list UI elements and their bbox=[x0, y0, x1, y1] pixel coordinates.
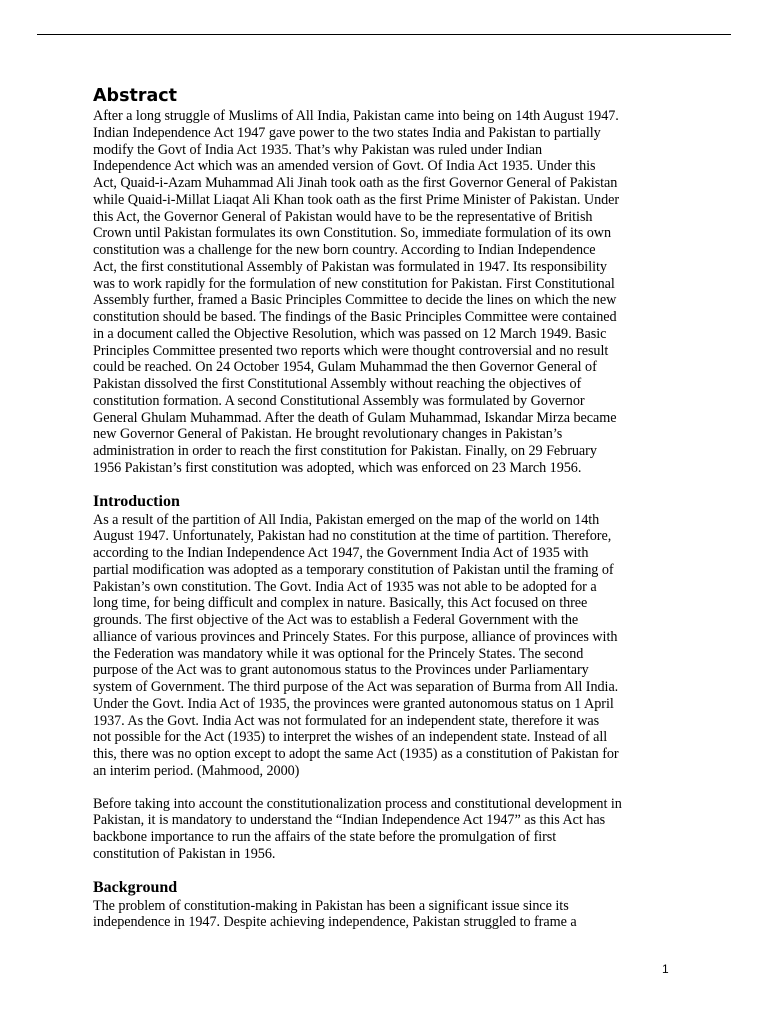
text-line: Act, the first constitutional Assembly of Pakistan was formulated in 1947. Its responsibility bbox=[93, 258, 607, 275]
text-line: As a result of the partition of All India, Pakistan emerged on the map of the world on 14th bbox=[93, 511, 600, 528]
text-line: modify the Govt of India Act 1935. That’s why Pakistan was ruled under Indian bbox=[93, 141, 543, 158]
text-line: After a long struggle of Muslims of All India, Pakistan came into being on 14th August 1947. bbox=[93, 108, 619, 124]
text-line: system of Government. The third purpose of the Act was separation of Burma from All India. bbox=[93, 679, 619, 695]
text-line: Before taking into account the constitutionalization process and constitutional development in bbox=[93, 795, 622, 812]
text-line: Pakistan dissolved the first Constitutional Assembly without reaching the objectives of bbox=[93, 376, 582, 392]
text-line: Principles Committee presented two reports which were thought controversial and no result bbox=[93, 342, 609, 359]
text-line: according to the Indian Independence Act 1947, the Government India Act of 1935 with bbox=[93, 545, 589, 561]
text-line: this, there was no option except to adopt the same Act (1935) as a constitution of Pakistan for bbox=[93, 746, 619, 762]
text-line: this Act, the Governor General of Pakistan would have to be the representative of British bbox=[93, 208, 593, 225]
text-line: could be reached. On 24 October 1954, Gulam Muhammad the then Governor General of bbox=[93, 359, 597, 376]
text-line: Act, Quaid-i-Azam Muhammad Ali Jinah took oath as the first Governor General of Pakistan bbox=[93, 175, 618, 191]
text-line: grounds. The first objective of the Act was to establish a Federal Government with the bbox=[93, 612, 579, 628]
text-line: constitution should be based. The findings of the Basic Principles Committee were contained bbox=[93, 309, 617, 325]
paragraph-gap bbox=[93, 780, 693, 796]
abstract-heading: Abstract bbox=[93, 86, 178, 106]
text-line: new Governor General of Pakistan. He brought revolutionary changes in Pakistan’s bbox=[93, 426, 563, 443]
text-line: constitution was a challenge for the new born country. According to Indian Independence bbox=[93, 242, 596, 258]
text-line: constitution formation. A second Constitutional Assembly was formulated by Governor bbox=[93, 392, 585, 409]
text-line: alliance of various provinces and Princely States. For this purpose, alliance of provinces with bbox=[93, 628, 618, 645]
text-line: was to work rapidly for the formulation of new constitution for Pakistan. First Constitutional bbox=[93, 275, 615, 292]
text-line: not possible for the Act (1935) to interpret the wishes of an independent state. Instead of all bbox=[93, 729, 608, 746]
text-line: 1956 Pakistan’s first constitution was adopted, which was enforced on 23 March 1956. bbox=[93, 459, 582, 476]
text-line: Independence Act which was an amended version of Govt. Of India Act 1935. Under this bbox=[93, 158, 596, 175]
section-gap bbox=[93, 477, 693, 493]
text-line: while Quaid-i-Millat Liaqat Ali Khan took oath as the first Prime Minister of Pakistan. Under bbox=[93, 191, 620, 208]
text-line: August 1947. Unfortunately, Pakistan had no constitution at the time of partition. Therefore, bbox=[93, 528, 612, 545]
text-line: backbone importance to run the affairs of the state before the promulgation of first bbox=[93, 829, 557, 845]
text-line: the Federation was mandatory while it was optional for the Princely States. The second bbox=[93, 645, 584, 662]
text-line: The problem of constitution-making in Pakistan has been a significant issue since its bbox=[93, 897, 569, 914]
introduction-paragraph-2 bbox=[93, 796, 693, 863]
text-line: General Ghulam Muhammad. After the death of Gulam Muhammad, Iskandar Mirza became bbox=[93, 409, 617, 426]
text-line: constitution of Pakistan in 1956. bbox=[93, 845, 276, 862]
page-number: 1 bbox=[662, 962, 669, 976]
text-line: an interim period. (Mahmood, 2000) bbox=[93, 762, 300, 779]
background-heading: Background bbox=[93, 878, 178, 896]
text-line: partial modification was adopted as a temporary constitution of Pakistan until the framing of bbox=[93, 561, 614, 578]
header-rule bbox=[37, 34, 731, 35]
text-line: in a document called the Objective Resolution, which was passed on 12 March 1949. Basic bbox=[93, 325, 607, 342]
text-line: Crown until Pakistan formulates its own Constitution. So, immediate formulation of its own bbox=[93, 225, 612, 242]
text-line: long time, for being difficult and complex in nature. Basically, this Act focused on three bbox=[93, 595, 588, 612]
document-body bbox=[93, 86, 693, 931]
section-gap bbox=[93, 863, 693, 879]
introduction-heading: Introduction bbox=[93, 492, 180, 510]
text-line: 1937. As the Govt. India Act was not formulated for an independent state, therefore it was bbox=[93, 712, 600, 729]
text-line: Indian Independence Act 1947 gave power to the two states India and Pakistan to partially bbox=[93, 124, 601, 141]
text-line: independence in 1947. Despite achieving independence, Pakistan struggled to frame a bbox=[93, 914, 577, 931]
text-line: Pakistan’s own constitution. The Govt. India Act of 1935 was not able to be adopted for a bbox=[93, 578, 597, 595]
background-paragraph bbox=[93, 898, 693, 932]
text-line: Pakistan, it is mandatory to understand the “Indian Independence Act 1947” as this Act has bbox=[93, 812, 606, 829]
text-line: Assembly further, framed a Basic Principles Committee to decide the lines on which the new bbox=[93, 292, 617, 309]
text-line: administration in order to reach the first constitution for Pakistan. Finally, on 29 February bbox=[93, 443, 597, 459]
text-line: purpose of the Act was to grant autonomous status to the Provinces under Parliamentary bbox=[93, 662, 589, 679]
text-line: Under the Govt. India Act of 1935, the provinces were granted autonomous status on 1 April bbox=[93, 695, 614, 712]
introduction-paragraph-1 bbox=[93, 512, 693, 780]
abstract-paragraph bbox=[93, 108, 693, 477]
